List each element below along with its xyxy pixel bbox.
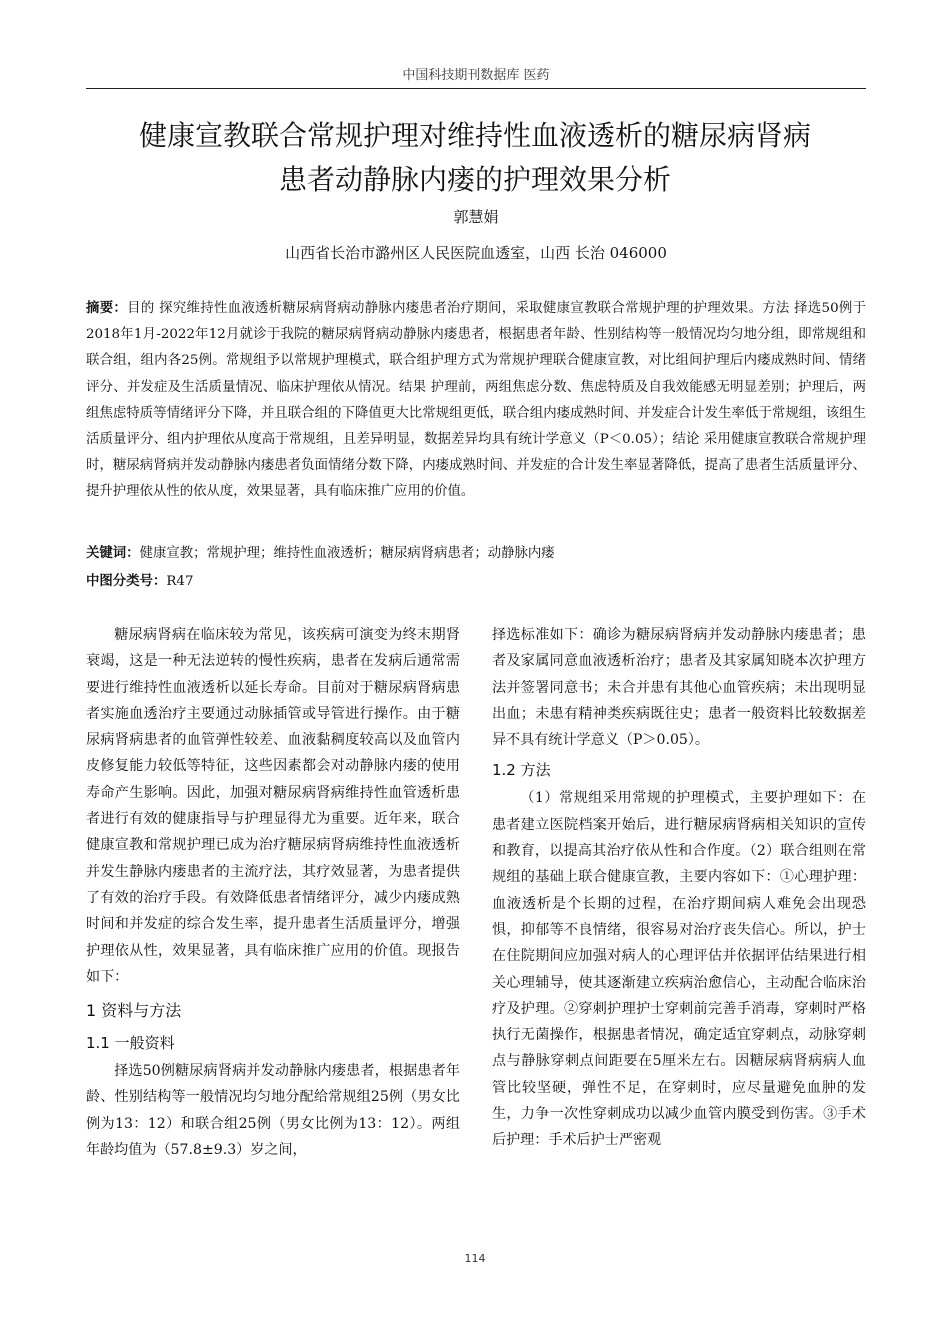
classification-text: R47 [166, 574, 194, 589]
abstract-text: 目的 探究维持性血液透析糖尿病肾病动静脉内瘘患者治疗期间，采取健康宣教联合常规护理的护理效果。方法 择选50例于2018年1月-2022年12月就诊于我院的糖尿病肾病动静脉内瘘患者，根据患者年龄、性别结构等一般情况均匀地分组，即常规组和联合组，组内各25例。常规组予以常规护理模式，联合组护理方式为常规护理联合健康宣教，对比组间护理后内瘘成熟时间、情绪评分、并发症及生活质量情况、临床护理依从情况。结果 护理前，两组焦虑分数、焦虑特质及自我效能感无明显差别；护理后，两组焦虑特质等情绪评分下降，并且联合组的下降值更大比常规组更低，联合组内瘘成熟时间、并发症合计发生率低于常规组，该组生活质量评分、组内护理依从度高于常规组，且差异明显，数据差异均具有统计学意义（P＜0.05）；结论 采用健康宣教联合常规护理时，糖尿病肾病并发动静脉内瘘患者负面情绪分数下降，内瘘成熟时间、并发症的合计发生率显著降低，提高了患者生活质量评分、提升护理依从性的依从度，效果显著，具有临床推广应用的价值。 [86, 301, 866, 500]
section-heading-1-2: 1.2 方法 [492, 761, 551, 780]
keywords [86, 542, 866, 561]
abstract-label: 摘要： [86, 301, 128, 316]
paper-title [60, 114, 890, 202]
keywords-label: 关键词： [86, 546, 140, 561]
affiliation: 山西省长治市潞州区人民医院血透室，山西 长治 046000 [285, 244, 667, 262]
left-column [86, 622, 460, 1163]
keywords-text: 健康宣教；常规护理；维持性血液透析；糖尿病肾病患者；动静脉内瘘 [139, 546, 555, 561]
author: 郭慧娟 [453, 208, 499, 226]
general-data-paragraph: 择选50例糖尿病肾病并发动静脉内瘘患者，根据患者年龄、性别结构等一般情况均匀地分配给常规组25例（男女比例为13：12）和联合组25例（男女比例为13：12）。两组年龄均值为（57.8±9.3）岁之间， [86, 1063, 460, 1159]
journal-header: 中国科技期刊数据库 医药 [402, 68, 550, 83]
classification [86, 570, 866, 589]
right-column [492, 622, 866, 1154]
section-heading-1-1: 1.1 一般资料 [86, 1034, 175, 1053]
title-line-2: 患者动静脉内瘘的护理效果分析 [278, 163, 671, 196]
section-heading-1: 1 资料与方法 [86, 1001, 182, 1021]
methods-paragraph: （1）常规组采用常规的护理模式，主要护理如下：在患者建立医院档案开始后，进行糖尿病肾病相关知识的宣传和教育，以提高其治疗依从性和合作度。（2）联合组则在常规组的基础上联合健康宣教，主要内容如下：①心理护理：血液透析是个长期的过程，在治疗期间病人难免会出现恐惧，抑郁等不良情绪，很容易对治疗丧失信心。所以，护士在住院期间应加强对病人的心理评估并依据评估结果进行相关心理辅导，使其逐渐建立疾病治愈信心，主动配合临床治疗及护理。②穿刺护理护士穿刺前完善手消毒，穿刺时严格执行无菌操作，根据患者情况，确定适宜穿刺点，动脉穿刺点与静脉穿刺点间距要在5厘米左右。因糖尿病肾病病人血管比较坚硬，弹性不足，在穿刺时，应尽量避免血肿的发生，力争一次性穿刺成功以减少血管内膜受到伤害。③手术后护理：手术后护士严密观 [492, 790, 866, 1149]
title-line-1: 健康宣教联合常规护理对维持性血液透析的糖尿病肾病 [138, 119, 811, 152]
intro-paragraph: 糖尿病肾病在临床较为常见，该疾病可演变为终末期肾衰竭，这是一种无法逆转的慢性疾病，患者在发病后通常需要进行维持性血液透析以延长寿命。目前对于糖尿病肾病患者实施血透治疗主要通过动脉插管或导管进行操作。由于糖尿病肾病患者的血管弹性较差、血液黏稠度较高以及血管内皮修复能力较低等特征，这些因素都会对动静脉内瘘的使用寿命产生影响。因此，加强对糖尿病肾病维持性血管透析患者进行有效的健康指导与护理显得尤为重要。近年来，联合健康宣教和常规护理已成为治疗糖尿病肾病维持性血液透析并发生静脉内瘘患者的主流疗法，其疗效显著，为患者提供了有效的治疗手段。有效降低患者情绪评分，减少内瘘成熟时间和并发症的综合发生率，提升患者生活质量评分，增强护理依从性，效果显著，具有临床推广应用的价值。现报告如下： [86, 627, 460, 985]
classification-label: 中图分类号： [86, 574, 167, 589]
header-rule [86, 88, 866, 89]
page-number: 114 [464, 1252, 486, 1265]
selection-criteria-paragraph: 择选标准如下：确诊为糖尿病肾病并发动静脉内瘘患者；患者及家属同意血液透析治疗；患者及其家属知晓本次护理方法并签署同意书；未合并患有其他心血管疾病；未出现明显出血；未患有精神类疾病既往史；患者一般资料比较数据差异不具有统计学意义（P＞0.05）。 [492, 627, 866, 749]
abstract [86, 296, 866, 506]
